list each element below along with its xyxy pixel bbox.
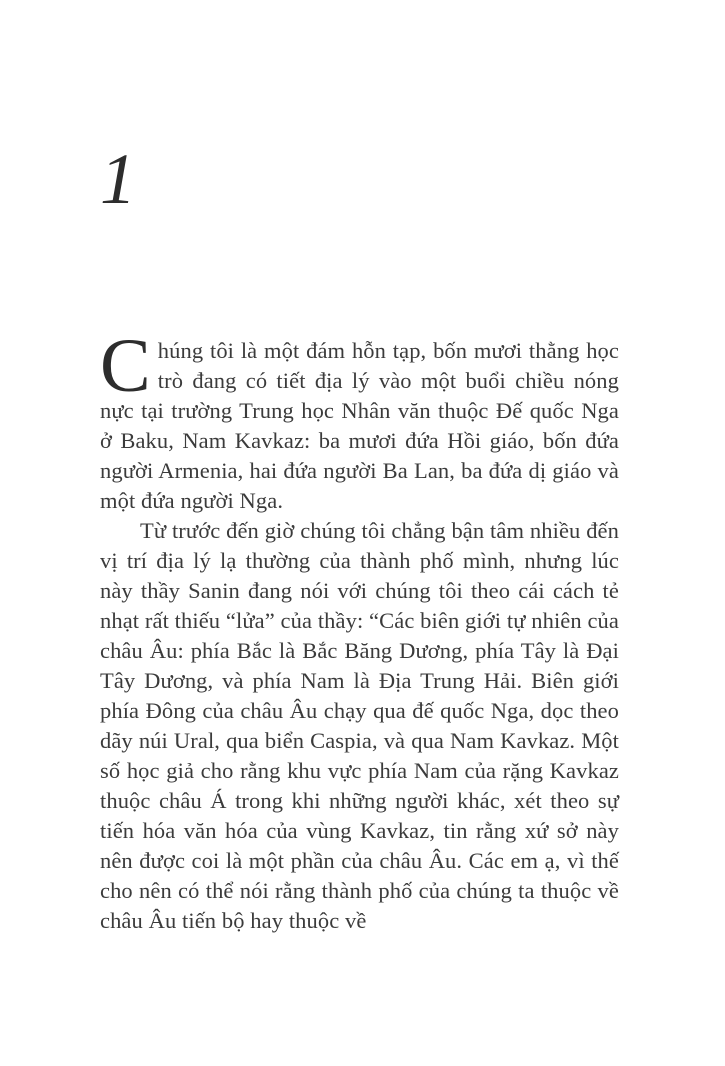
body-text-block bbox=[100, 324, 619, 936]
paragraph: Từ trước đến giờ chúng tôi chẳng bận tâm nhiều đến vị trí địa lý lạ thường của thành phố mình, nhưng lúc này thầy Sanin đang nói với chúng tôi theo cái cách tẻ nhạt rất thiếu “lửa” của thầy: “Các biên giới tự nhiên của châu Âu: phía Bắc là Bắc Băng Dương, phía Tây là Đại Tây Dương, và phía Nam là Địa Trung Hải. Biên giới phía Đông của châu Âu chạy qua đế quốc Nga, dọc theo dãy núi Ural, qua biển Caspia, và qua Nam Kavkaz. Một số học giả cho rằng khu vực phía Nam của rặng Kavkaz thuộc châu Á trong khi những người khác, xét theo sự tiến hóa văn hóa của vùng Kavkaz, tin rằng xứ sở này nên được coi là một phần của châu Âu. Các em ạ, vì thế cho nên có thể nói rằng thành phố của chúng ta thuộc về châu Âu tiến bộ hay thuộc về bbox=[100, 518, 619, 933]
paragraph-text: húng tôi là một đám hỗn tạp, bốn mươi thằng học trò đang có tiết địa lý vào một buổi chiều nóng nực tại trường Trung học Nhân văn thuộc Đế quốc Nga ở Baku, Nam Kavkaz: ba mươi đứa Hồi giáo, bốn đứa người Armenia, hai đứa người Ba Lan, ba đứa dị giáo và một đứa người Nga. bbox=[100, 338, 619, 513]
drop-cap-letter: C bbox=[100, 324, 151, 408]
chapter-number: 1 bbox=[100, 139, 136, 219]
paragraph bbox=[100, 324, 619, 516]
